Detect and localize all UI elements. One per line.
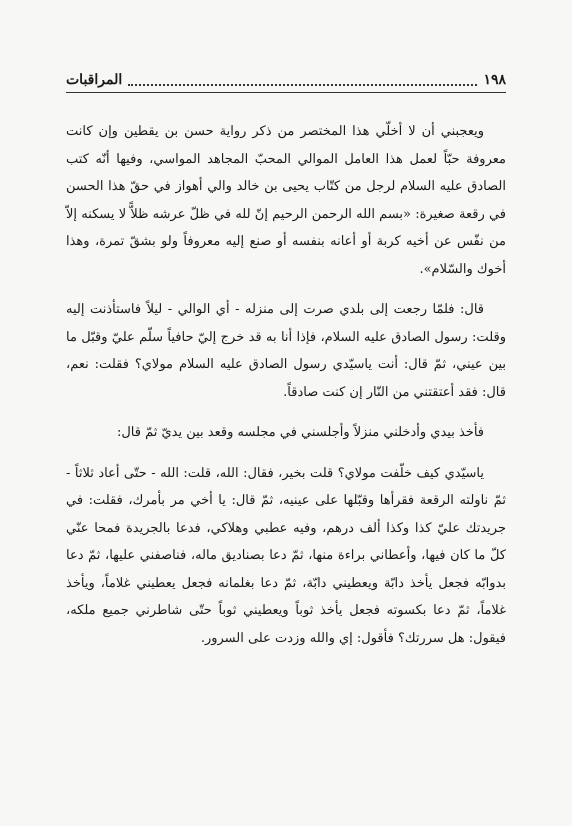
running-header bbox=[66, 70, 506, 90]
header-rule bbox=[66, 92, 506, 93]
page-number: ١٩٨ bbox=[483, 72, 506, 88]
paragraph: فأخذ بيدي وأدخلني منزلاً وأجلسني في مجلسه وقعد بين يديّ ثمّ قال: bbox=[116, 425, 484, 440]
paragraph: ياسيّدي كيف خلّفت مولاي؟ قلت بخير، فقال: الله، قلت: الله - حتّى أعاد ثلاثاً - ثمّ ناولته الرقعة فقرأها وقبّلها على عينيه، ثمّ قال: يا أخي مر بأمرك، فقلت: في جريدتك عليّ كذا وكذا ألف درهم، وفيه عطبي وهلاكي، فدعا بالجريدة فمحا عنّي كلّ ما كان فيها، وأعطاني براءة منها، ثمّ دعا بصناديق ماله، فناصفني عليها، ثمّ دعا بدوابّه فجعل يأخذ دابّة ويعطيني دابّة، ثمّ دعا بغلمانه فجعل يعطيني غلاماً، ويأخذ غلاماً، ثمّ دعا بكسوته فجعل يأخذ ثوباً ويعطيني ثوباً حتّى شاطرني جميع ملكه، فيقول: هل سررتك؟ فأقول: إي والله وزدت على السرور. bbox=[66, 465, 506, 646]
paragraph: ويعجبني أن لا أخلّي هذا المختصر من ذكر رواية حسن بن يقطين وإن كانت معروفة حبّاً لعمل هذا العامل الموالي المحبّ المجاهد المواسي، وفيها أنّه كتب الصادق عليه السلام لرجل من كتّاب يحيى بن خالد والي أهواز في حقّ هذا الحسن في رقعة صغيرة: «بسم الله الرحمن الرحيم إنّ لله في ظلّ عرشه ظلاًّ لا يسكنه إلاّ من نفّس عن أخيه كربة أو أعانه بنفسه أو صنع إليه معروفاً ولو بشقّ تمرة، وهذا أخوك والسّلام». bbox=[66, 124, 506, 277]
header-dot-leader bbox=[128, 75, 477, 86]
paragraph: قال: فلمّا رجعت إلى بلدي صرت إلى منزله - أي الوالي - ليلاً فاستأذنت إليه وقلت: رسول الصادق عليه السلام، فإذا أنا به قد خرج إليّ حافياً سلّم عليّ وقبّل ما بين عيني، ثمّ قال: أنت ياسيّدي رسول الصادق عليه السلام مولاي؟ فقلت: نعم، قال: فقد أعتقتني من النّار إن كنت صادقاً. bbox=[66, 302, 506, 400]
body-text bbox=[66, 118, 506, 652]
running-title: المراقبات bbox=[66, 72, 123, 88]
